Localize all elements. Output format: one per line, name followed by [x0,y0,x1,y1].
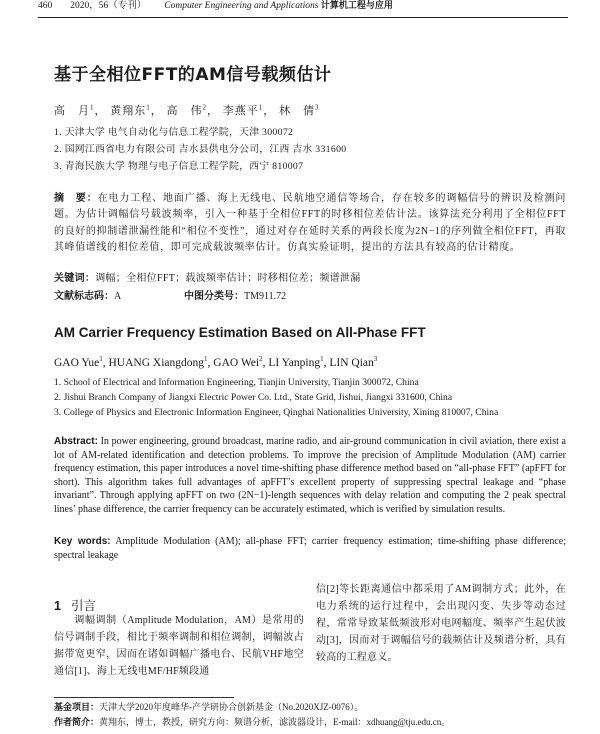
chinese-title: 基于全相位FFT的AM信号载频估计 [54,65,332,85]
english-authors: GAO Yue$^1$, HUANG Xiangdong$^1$, GAO Wei$^2$, LI Yanping$^1$, LIN Qian$^3$ [54,355,378,369]
keywords-text: 调幅；全相位FFT；载波频率估计；时移相位差；频谱泄漏 [95,273,361,284]
author-bio-label: 作者简介： [54,718,100,728]
author-name: LIN Qian [329,356,374,369]
english-title: AM Carrier Frequency Estimation Based on All-Phase FFT [54,325,426,340]
abstract-label: Abstract: [54,436,98,447]
fund-footnote [54,700,363,713]
body-paragraph: 信[2]等长距离通信中都采用了AM调制方式；此外，在电力系统的运行过程中，会出现闪变、失步等动态过程，常常导致某低频波形对电网幅度、频率产生起伏波动[3]，因而对于调幅信号的载频估计及频谱分析，具有较高的工程意义。 [316,584,566,663]
keywords-text: Amplitude Modulation (AM); all-phase FFT; carrier frequency estimation; time-shifting phase difference; spectral leakage [54,536,567,561]
author-name: GAO Yue [54,356,100,369]
footnote-rule [54,697,234,698]
chinese-abstract [54,191,566,257]
author-name: HUANG Xiangdong [108,356,205,369]
author-name: 李燕平 [222,105,259,117]
author-name: 高 伟 [166,105,203,117]
author-name: 黄翔东 [110,105,147,117]
journal-name-en: Computer Engineering and Applications [164,1,319,11]
keywords-label: Key words: [54,536,111,547]
header-rule [38,17,568,18]
chinese-affiliation-1: 1. 天津大学 电气自动化与信息工程学院，天津 300072 [54,127,294,138]
author-name: GAO Wei [213,356,260,369]
clc-code: TM911.72 [244,291,287,302]
classification-codes [54,289,566,304]
chinese-authors: 高 月$^1$， 黄翔东$^1$， 高 伟$^2$， 李燕平$^1$， 林 倩$^3$ [54,103,320,117]
section-title: 引言 [70,598,96,613]
journal-name-cn: 计算机工程与应用 [320,1,393,11]
fund-label: 基金项目： [54,703,100,713]
chinese-keywords [54,271,566,286]
keywords-label: 关键词： [54,273,96,284]
clc-label: 中图分类号： [184,291,244,302]
english-keywords [54,535,566,562]
author-name: 高 月 [54,105,90,117]
english-affiliation-2: 2. Jishui Branch Company of Jiangxi Electric Power Co. Ltd., State Grid, Jishui, Jiangxi 331600, China [54,392,453,403]
author-footnote [54,715,450,728]
fund-text: 天津大学2020年度峰华-产学研协合创新基金（No.2020XJZ-0076）。 [99,702,364,712]
author-name: 林 倩 [279,105,315,117]
section-number: 1 [54,599,61,613]
page-number: 460 [38,1,53,11]
abstract-text: In power engineering, ground broadcast, marine radio, and air-ground communication in civil aviation, there exist a lot of AM-related identification and detection problems. To improve the precision of Amplitude Modulation (AM) carrier frequency estimation, this paper introduces a novel time-shifting phase difference method based on “all-phase FFT” (apFFT for short). This algorithm takes full advantages of apFFT’s excellent property of suppressing spectral leakage and “phase invariant”. Through applying apFFT on two (2N−1)-length sequences with delay relation and computing the 2 peak spectral lines’ phase difference, the carrier frequency can be accurately estimated, which is verified by simulation results. [54,436,566,515]
author-bio-text: 黄翔东，博士，教授，研究方向：频谱分析，滤波器设计，E-mail：xdhuang@tju.edu.cn。 [99,717,451,727]
doc-code: A [114,291,122,302]
abstract-label: 摘 要： [54,193,98,204]
abstract-text: 在电力工程、地面广播、海上无线电、民航地空通信等场合，存在较多的调幅信号的辨识及检测问题。为估计调幅信号载波频率，引入一种基于全相位FFT的时移相位差估计法。该算法充分利用了全相位FFT的良好的抑制谱泄漏性能和“相位不变性”，通过对存在延时关系的两段长度为2N−1的序列做全相位FFT，再取其峰值谱线的相位差值，即可完成载波频率估计。仿真实验证明，提出的方法具有较高的估计精度。 [54,193,566,254]
body-right-column [316,581,566,666]
chinese-affiliation-2: 2. 国网江西省电力有限公司 吉水县供电分公司，江西 吉水 331600 [54,144,347,155]
body-left-column [54,612,304,680]
doc-code-label: 文献标志码： [54,291,114,302]
chinese-affiliation-3: 3. 青海民族大学 物理与电子信息工程学院，西宁 810007 [54,161,304,172]
body-paragraph: 调幅调制（Amplitude Modulation，AM）是常用的信号调制手段，相比于频率调制和相位调制，调幅波占据带宽更窄，因而在诸如调幅广播电台、民航VHF地空通信[1]、海上无线电MF/HF频段通 [54,615,304,677]
english-affiliation-3: 3. College of Physics and Electronic Information Engineer, Qinghai Nationalities University, Xining 810007, China [54,407,499,418]
english-affiliation-1: 1. School of Electrical and Information Engineering, Tianjin University, Tianjin 300072, China [54,377,419,388]
author-name: LI Yanping [268,356,321,369]
issue-info: 2020，56（专刊） [70,1,147,11]
running-header [38,0,568,18]
english-abstract [54,435,566,516]
